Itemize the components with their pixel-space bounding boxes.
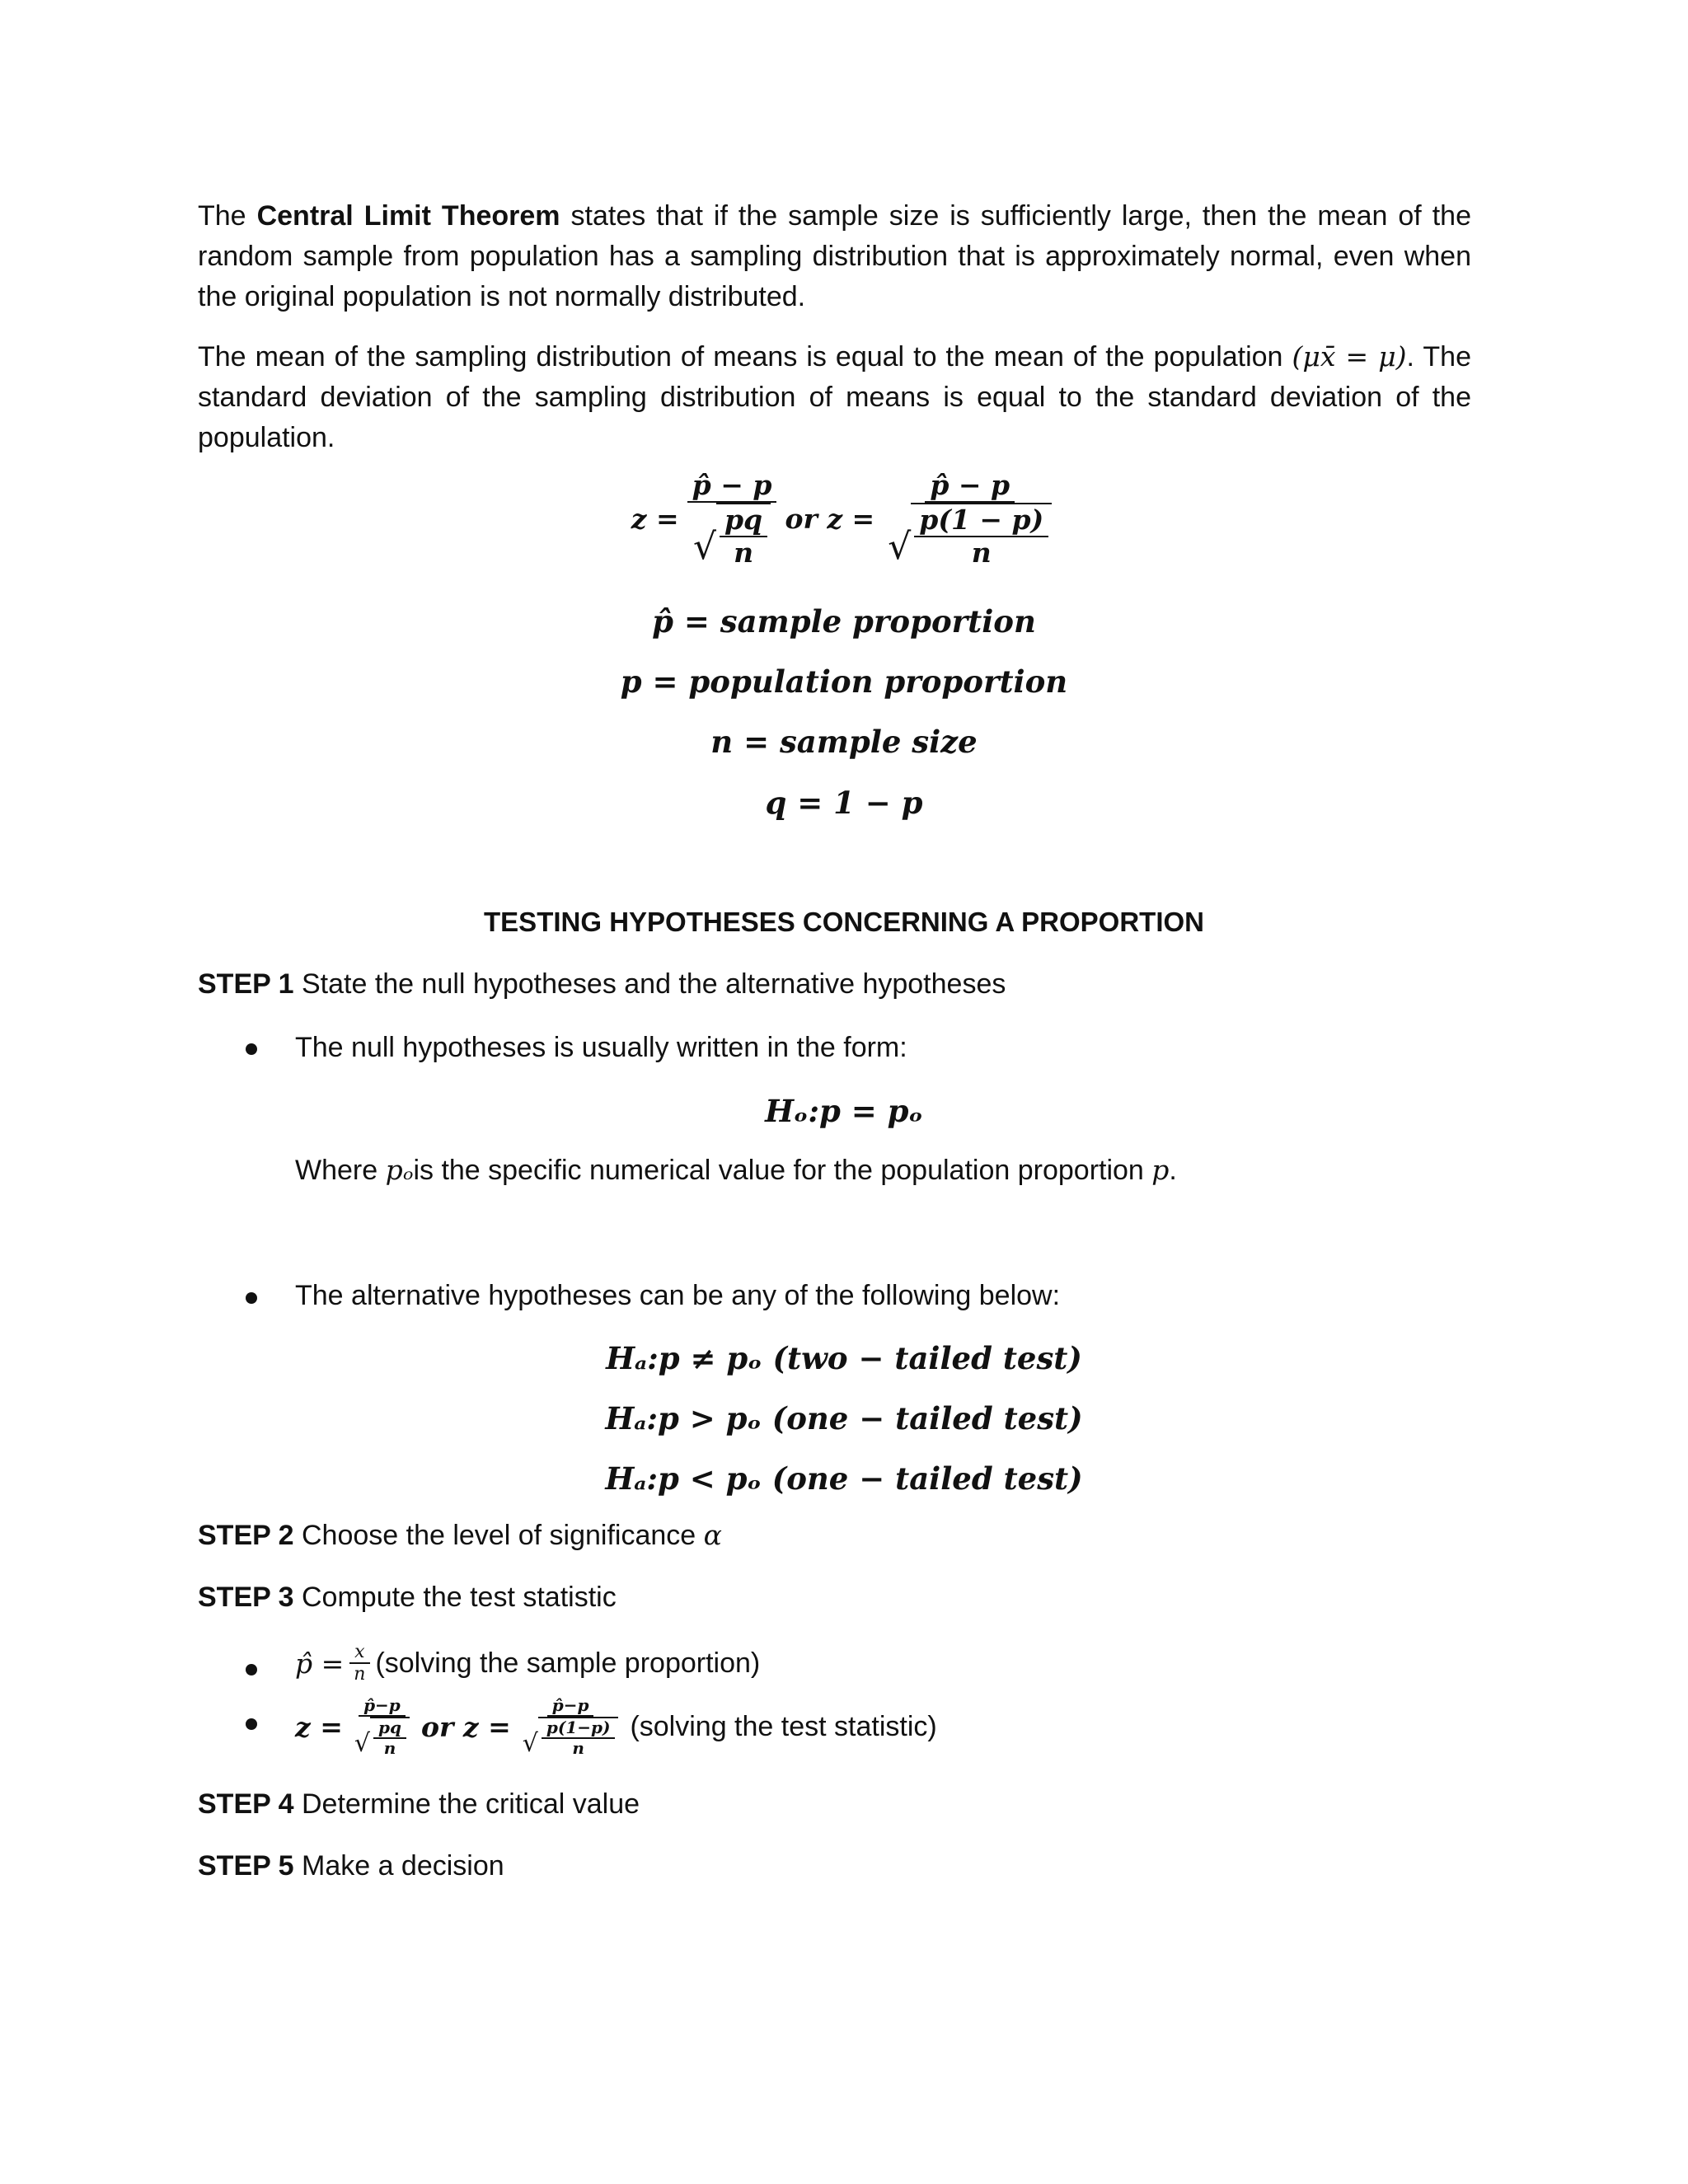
step-2-label: STEP 2 [198,1520,294,1551]
bullet-dot [246,1043,257,1055]
small-z-fraction-p1p: p̂−p √ $\frac{p(1-p)}{n}$ [518,1696,624,1758]
z-label: z = [631,503,679,536]
z-fraction-pq: p̂ − p √ $\frac{pq}{n}$ [687,470,777,569]
step-2 [198,1519,722,1552]
step-4 [198,1788,640,1821]
p-symbol: p [1151,1154,1170,1186]
alternative-hypothesis-bullet: The alternative hypotheses can be any of the following below: [295,1280,1061,1311]
clt-text-rest: states that if the sample size is sufficiently large, then the mean of the random sample from population has a sampling distribution that is approximately normal, even when the original population is not normally distributed. [198,200,1472,312]
small-or-label: or z = [420,1711,511,1743]
where-line [295,1154,1177,1187]
step-1-label: STEP 1 [198,968,294,1000]
n-term-2: n [971,536,992,569]
z-formula [0,470,1688,569]
step-3 [198,1582,617,1614]
step-5 [198,1850,504,1882]
small-numerator-2: p̂−p [547,1696,594,1717]
p-hat-lhs: p̂ = [295,1647,345,1680]
def-sample-size: n = sample size [710,724,978,760]
test-statistic-note: (solving the test statistic) [630,1711,937,1742]
x-term: x [349,1642,369,1664]
step-5-text: Make a decision [293,1850,504,1882]
small-numerator: p̂−p [359,1696,406,1717]
or-label: or z = [785,503,875,536]
n-term: n [734,536,754,569]
sampling-text-rest: . The standard deviation of the sampling distribution of means is equal to the standard deviation of the population. [198,341,1471,453]
small-n-2: n [572,1738,584,1758]
clt-term: Central Limit Theorem [256,200,560,232]
test-statistic-formula [295,1696,937,1758]
step-3-label: STEP 3 [198,1582,294,1613]
null-hypothesis-equation: Hₒ:p = pₒ [765,1093,923,1129]
small-z-fraction-pq: p̂−p √ $\frac{pq}{n}$ [349,1696,415,1758]
small-pq: pq [373,1718,406,1739]
z-lhs: z = [295,1711,343,1743]
p1p-term: p(1 − p) [914,504,1048,537]
where-mid-text: is the specific numerical value for the population proportion [413,1155,1152,1186]
sampling-text-start: The mean of the sampling distribution of means is equal to the mean of the population [198,341,1292,373]
section-heading: TESTING HYPOTHESES CONCERNING A PROPORTION [484,907,1204,937]
step-1 [198,968,1006,1001]
small-n: n [383,1738,396,1758]
bullet-dot [246,1292,257,1304]
step-5-label: STEP 5 [198,1850,294,1882]
step-3-text: Compute the test statistic [293,1582,617,1613]
sample-proportion-formula [295,1642,760,1685]
n-term-3: n [354,1664,366,1685]
step-4-label: STEP 4 [198,1788,294,1820]
clt-paragraph [198,196,1471,317]
step-4-text: Determine the critical value [293,1788,640,1820]
def-q: q = 1 − p [765,785,923,821]
where-text: Where [295,1155,386,1186]
def-population-proportion: p = population proportion [620,663,1068,700]
where-end: . [1169,1155,1177,1186]
p-naught: pₒ [385,1154,414,1186]
null-hypothesis-bullet: The null hypotheses is usually written in the form: [295,1032,907,1063]
alt-greater: Hₐ:p > pₒ (one − tailed test) [605,1400,1083,1436]
step-1-text: State the null hypotheses and the alternative hypotheses [293,968,1006,1000]
z-numerator-2: p̂ − p [925,470,1015,503]
alt-two-tailed: Hₐ:p ≠ pₒ (two − tailed test) [606,1340,1082,1376]
sample-proportion-note: (solving the sample proportion) [375,1647,761,1679]
small-p1p: p(1−p) [542,1718,616,1739]
def-sample-proportion: p̂ = sample proportion [652,603,1036,640]
bullet-dot [246,1718,257,1730]
pq-term: pq [720,504,767,537]
clt-text-start: The [198,200,257,232]
bullet-dot [246,1664,257,1675]
alt-less: Hₐ:p < pₒ (one − tailed test) [605,1460,1083,1497]
mean-equality-math: (μx̄ = μ) [1292,340,1407,373]
z-fraction-p1p: p̂ − p √ $\frac{p(1 - p)}{n}$ [883,470,1057,569]
step-2-text: Choose the level of significance [293,1520,704,1551]
sampling-mean-paragraph [198,336,1471,458]
x-over-n [349,1642,370,1685]
z-numerator: p̂ − p [687,470,777,503]
alpha-symbol: α [703,1519,722,1551]
